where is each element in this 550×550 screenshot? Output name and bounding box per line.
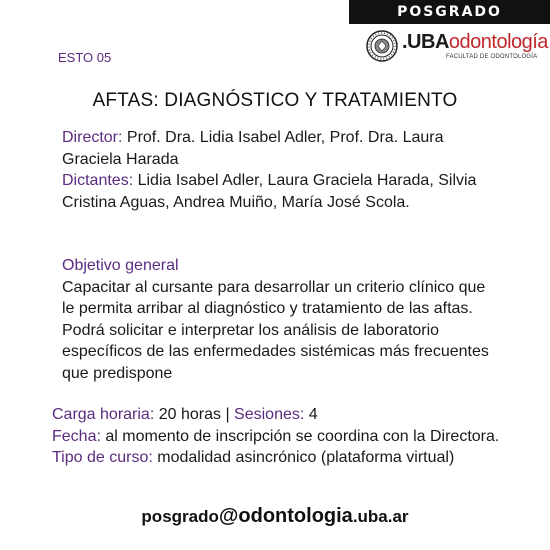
tipo-line [52, 447, 522, 469]
carga-label: Carga horaria: [52, 406, 155, 423]
staff-section [62, 127, 502, 213]
objective-text: Capacitar al cursante para desarrollar un criterio clínico que le permita arribar al diagnóstico y tratamiento de las aftas. Podrá solicitar e interpretar los análisis de laboratorio específicos de las enfermedades sistémicas más frecuentes que predispone [62, 278, 489, 382]
details-section [52, 404, 522, 469]
uba-seal-icon [366, 30, 398, 62]
email-at: @ [218, 505, 239, 527]
logo-uba: .UBA [402, 31, 449, 53]
posgrado-banner [349, 0, 550, 24]
dictantes-line [62, 170, 502, 213]
fecha-label: Fecha: [52, 427, 101, 445]
uba-odontologia-logo [366, 30, 550, 66]
objective-label: Objetivo general [62, 257, 179, 274]
tipo-value: modalidad asincrónico (plataforma virtual) [152, 449, 455, 466]
tipo-label: Tipo de curso: [52, 449, 153, 466]
email-domain-main: odontologia [238, 505, 353, 527]
carga-value: 20 horas | [154, 406, 235, 423]
fecha-value: al momento de inscripción se coordina con la Directora. [100, 427, 500, 445]
fecha-line [52, 426, 522, 448]
email-prefix: posgrado [141, 507, 219, 526]
logo-odontologia: odontología [448, 31, 548, 53]
contact-email[interactable] [0, 505, 550, 528]
director-value: Prof. Dra. Lidia Isabel Adler, Prof. Dra. Laura Graciela Harada [62, 129, 444, 168]
email-domain-suffix: .uba.ar [352, 507, 409, 526]
course-code: ESTO 05 [58, 50, 112, 65]
objective-section [62, 255, 502, 384]
sesiones-label: Sesiones: [234, 406, 305, 423]
director-line [62, 127, 502, 170]
banner-text: POSGRADO [397, 4, 502, 20]
dictantes-value: Lidia Isabel Adler, Laura Graciela Harada, Silvia Cristina Aguas, Andrea Muiño, María José Scola. [62, 172, 477, 211]
logo-subtitle: FACULTAD DE ODONTOLOGÍA [446, 54, 538, 60]
sesiones-value: 4 [304, 406, 318, 423]
carga-line [52, 404, 522, 426]
logo-wordmark [402, 31, 548, 53]
director-label: Director: [62, 129, 123, 146]
course-title: AFTAS: DIAGNÓSTICO Y TRATAMIENTO [92, 90, 458, 111]
dictantes-label: Dictantes: [62, 172, 134, 189]
